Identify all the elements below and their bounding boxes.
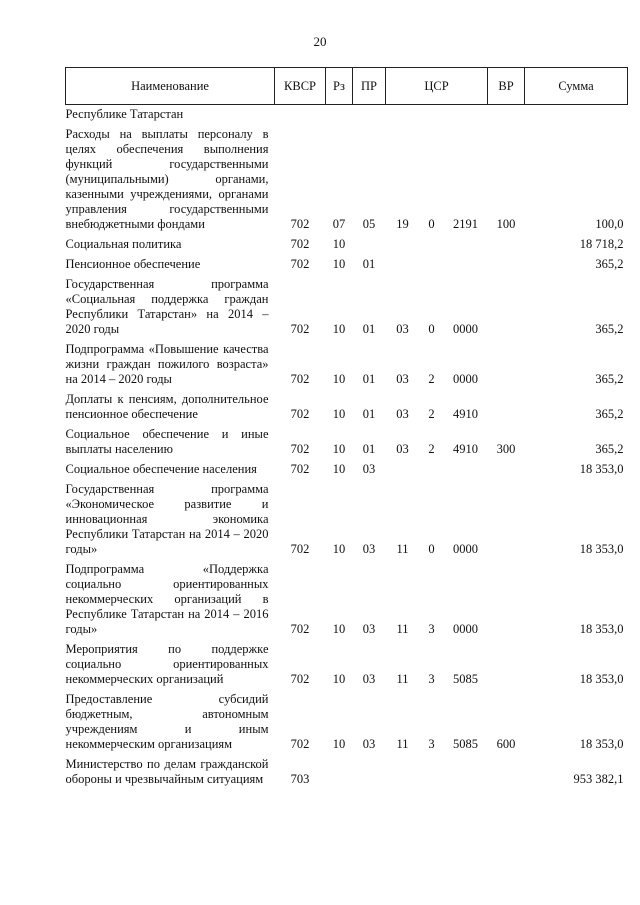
header-pr: ПР	[353, 68, 386, 105]
row-pr: 01	[362, 322, 376, 336]
row-pr: 05	[362, 217, 376, 231]
table-row	[66, 690, 628, 755]
row-csr-program: 11	[396, 672, 409, 686]
row-csr-code	[444, 235, 488, 255]
row-vr: 100	[496, 217, 516, 231]
row-csr-subprogram	[420, 235, 444, 255]
table-row	[66, 275, 628, 340]
row-kvsr	[275, 105, 326, 126]
row-name: Социальная политика	[65, 237, 182, 251]
row-csr-subprogram	[420, 105, 444, 126]
row-pr: 03	[362, 737, 376, 751]
row-name: Государственная программа «Экономическое развитие и инновационная экономика Республики Татарстан на 2014 – 2020 годы»	[65, 482, 269, 556]
row-name: Республике Татарстан	[65, 107, 184, 121]
row-rz: 10	[332, 542, 346, 556]
table-row	[66, 125, 628, 235]
row-csr-program	[386, 105, 420, 126]
row-kvsr: 702	[290, 407, 310, 421]
table-row	[66, 255, 628, 275]
header-rz: Рз	[326, 68, 353, 105]
row-sum: 18 353,0	[579, 542, 624, 556]
budget-table	[65, 67, 628, 790]
row-sum: 18 353,0	[579, 672, 624, 686]
row-csr-subprogram: 0	[428, 542, 435, 556]
row-csr-subprogram: 0	[428, 322, 435, 336]
row-name: Подпрограмма «Повышение качества жизни граждан пожилого возраста» на 2014 – 2020 годы	[65, 342, 269, 386]
row-name: Доплаты к пенсиям, дополнительное пенсионное обеспечение	[65, 392, 269, 421]
row-vr	[488, 105, 525, 126]
row-csr-code: 5085	[453, 672, 478, 686]
row-vr: 600	[496, 737, 516, 751]
row-csr-subprogram: 3	[428, 737, 435, 751]
row-csr-code	[444, 105, 488, 126]
row-csr-program: 11	[396, 737, 409, 751]
row-sum: 365,2	[595, 407, 624, 421]
row-kvsr: 702	[290, 462, 310, 476]
row-vr	[488, 275, 525, 340]
row-pr: 01	[362, 257, 376, 271]
row-rz: 07	[332, 217, 346, 231]
row-csr-subprogram: 2	[428, 372, 435, 386]
row-kvsr: 702	[290, 237, 310, 251]
row-name: Социальное обеспечение и иные выплаты населению	[65, 427, 269, 456]
row-vr	[488, 480, 525, 560]
row-csr-code	[444, 460, 488, 480]
row-rz: 10	[332, 622, 346, 636]
row-csr-subprogram	[420, 460, 444, 480]
row-csr-code: 4910	[453, 442, 478, 456]
table-row	[66, 390, 628, 425]
row-kvsr: 702	[290, 737, 310, 751]
row-rz: 10	[332, 462, 346, 476]
row-csr-program: 03	[396, 442, 409, 456]
row-name: Подпрограмма «Поддержка социально ориентированных некоммерческих организаций в Республике Татарстан на 2014 – 2016 годы»	[65, 562, 269, 636]
row-sum: 18 353,0	[579, 462, 624, 476]
row-pr	[353, 235, 386, 255]
header-name: Наименование	[66, 68, 275, 105]
row-csr-code: 2191	[453, 217, 478, 231]
row-name: Расходы на выплаты персоналу в целях обеспечения выполнения функций государственными (муниципальными) органами, казенными учреждениями, органами управления государственными внебюджетными фондами	[65, 127, 269, 231]
row-csr-code: 0000	[453, 622, 478, 636]
row-csr-subprogram: 2	[428, 407, 435, 421]
row-name: Предоставление субсидий бюджетным, автономным учреждениям и иным некоммерческим организациям	[65, 692, 269, 751]
row-rz: 10	[332, 322, 346, 336]
row-rz: 10	[332, 257, 346, 271]
row-rz: 10	[332, 442, 346, 456]
row-sum: 100,0	[595, 217, 624, 231]
row-sum: 953 382,1	[573, 772, 624, 786]
row-csr-program: 03	[396, 372, 409, 386]
row-kvsr: 703	[290, 772, 310, 786]
row-sum	[525, 105, 628, 126]
row-rz	[326, 105, 353, 126]
header-vr: ВР	[488, 68, 525, 105]
row-pr: 01	[362, 372, 376, 386]
row-sum: 18 353,0	[579, 737, 624, 751]
row-kvsr: 702	[290, 217, 310, 231]
row-name: Социальное обеспечение населения	[65, 462, 257, 476]
row-csr-subprogram: 3	[428, 672, 435, 686]
row-name: Пенсионное обеспечение	[65, 257, 201, 271]
row-sum: 365,2	[595, 442, 624, 456]
row-sum: 18 718,2	[579, 237, 624, 251]
table-row	[66, 640, 628, 690]
row-vr	[488, 460, 525, 480]
row-csr-subprogram	[420, 255, 444, 275]
row-csr-code: 4910	[453, 407, 478, 421]
row-csr-program: 11	[396, 542, 409, 556]
row-vr	[488, 340, 525, 390]
row-kvsr: 702	[290, 372, 310, 386]
table-body	[66, 105, 628, 791]
row-pr: 01	[362, 407, 376, 421]
row-vr	[488, 235, 525, 255]
table-row	[66, 105, 628, 126]
row-csr-program	[386, 255, 420, 275]
row-vr: 300	[496, 442, 516, 456]
row-vr	[488, 640, 525, 690]
row-vr	[488, 755, 525, 790]
row-csr-code: 5085	[453, 737, 478, 751]
row-csr-subprogram: 2	[428, 442, 435, 456]
row-csr-program	[386, 460, 420, 480]
row-rz: 10	[332, 737, 346, 751]
row-csr-code: 0000	[453, 322, 478, 336]
row-csr-program	[386, 235, 420, 255]
row-pr: 03	[362, 672, 376, 686]
row-pr: 01	[362, 442, 376, 456]
row-csr-program	[386, 755, 420, 790]
row-vr	[488, 390, 525, 425]
row-kvsr: 702	[290, 442, 310, 456]
table-row	[66, 560, 628, 640]
table-header	[66, 68, 628, 105]
row-kvsr: 702	[290, 257, 310, 271]
row-csr-code	[444, 255, 488, 275]
table-row	[66, 755, 628, 790]
row-kvsr: 702	[290, 672, 310, 686]
row-csr-subprogram: 3	[428, 622, 435, 636]
table-row	[66, 460, 628, 480]
header-kvsr: КВСР	[275, 68, 326, 105]
row-pr: 03	[362, 462, 376, 476]
table-row	[66, 340, 628, 390]
row-csr-subprogram: 0	[428, 217, 435, 231]
header-csr: ЦСР	[386, 68, 488, 105]
row-vr	[488, 560, 525, 640]
row-rz: 10	[332, 672, 346, 686]
row-pr	[353, 105, 386, 126]
row-pr	[353, 755, 386, 790]
table-row	[66, 480, 628, 560]
row-csr-program: 03	[396, 407, 409, 421]
row-csr-code: 0000	[453, 372, 478, 386]
row-vr	[488, 255, 525, 275]
row-kvsr: 702	[290, 542, 310, 556]
row-rz	[326, 755, 353, 790]
row-csr-code: 0000	[453, 542, 478, 556]
row-csr-program: 19	[396, 217, 409, 231]
table-row	[66, 235, 628, 255]
row-kvsr: 702	[290, 322, 310, 336]
header-sum: Сумма	[525, 68, 628, 105]
row-sum: 365,2	[595, 372, 624, 386]
row-csr-code	[444, 755, 488, 790]
row-rz: 10	[332, 237, 346, 251]
row-kvsr: 702	[290, 622, 310, 636]
row-sum: 18 353,0	[579, 622, 624, 636]
row-sum: 365,2	[595, 322, 624, 336]
row-rz: 10	[332, 372, 346, 386]
row-csr-program: 11	[396, 622, 409, 636]
row-rz: 10	[332, 407, 346, 421]
row-csr-program: 03	[396, 322, 409, 336]
row-name: Государственная программа «Социальная поддержка граждан Республики Татарстан» на 2014 – 2020 годы	[65, 277, 269, 336]
row-name: Министерство по делам гражданской обороны и чрезвычайным ситуациям	[65, 757, 269, 786]
row-pr: 03	[362, 542, 376, 556]
row-sum: 365,2	[595, 257, 624, 271]
row-pr: 03	[362, 622, 376, 636]
row-csr-subprogram	[420, 755, 444, 790]
table-row	[66, 425, 628, 460]
page-number: 20	[313, 34, 327, 49]
row-name: Мероприятия по поддержке социально ориентированных некоммерческих организаций	[65, 642, 269, 686]
